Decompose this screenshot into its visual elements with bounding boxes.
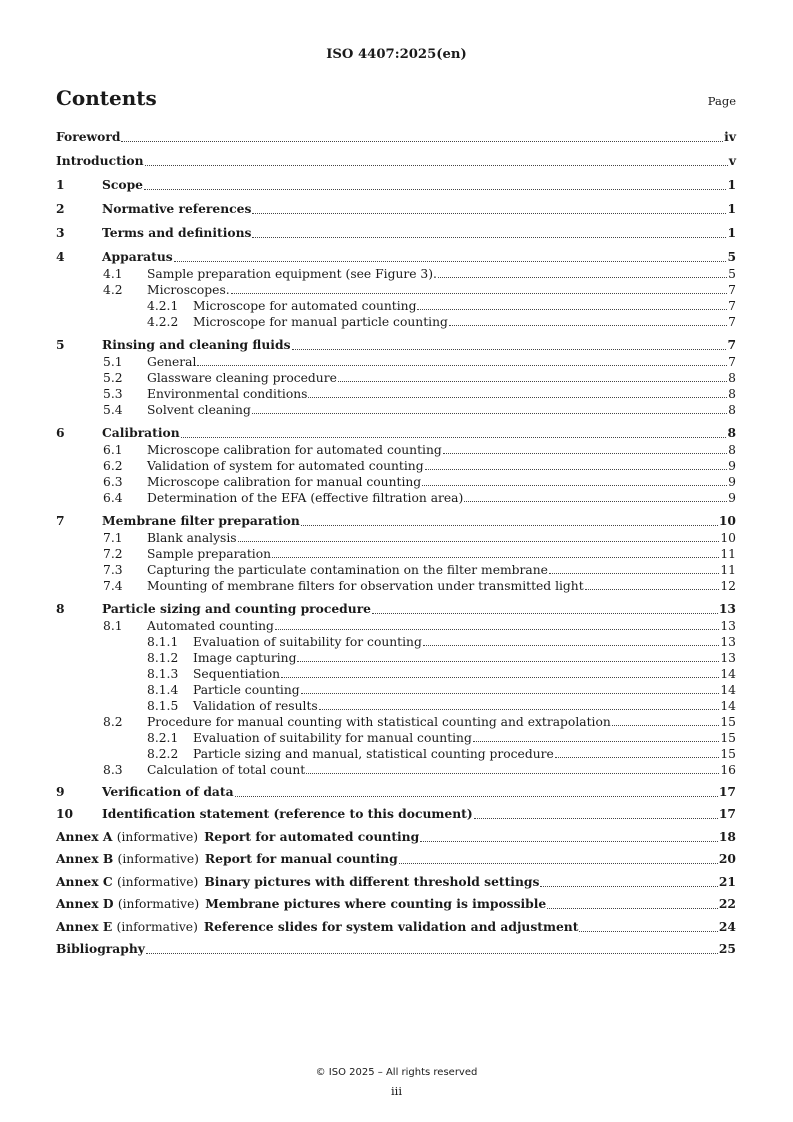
toc-entry-6-4[interactable] [56,490,736,506]
toc-page: 1 [727,177,736,192]
toc-entry-annex-e[interactable] [56,918,736,936]
toc-number: 4.1 [103,267,123,281]
toc-page: 11 [720,547,736,561]
toc-title: Determination of the EFA (effective filtration area) [147,491,464,505]
toc-number: 7.2 [103,547,123,561]
toc-entry-clause-3[interactable] [56,224,736,242]
toc-page: 7 [728,299,736,313]
toc-number: 8.3 [103,763,123,777]
annex-type: (informative) [116,874,199,889]
toc-page: 10 [718,513,736,528]
toc-page: 5 [728,267,736,281]
toc-entry-8-2[interactable] [56,714,736,730]
toc-number: 7 [56,513,65,528]
toc-title: Sample preparation [147,547,272,561]
toc-page: 17 [718,783,736,799]
copyright-notice: © ISO 2025 – All rights reserved [315,1067,478,1078]
toc-page: 15 [720,715,736,729]
toc-entry-5-1[interactable] [56,354,736,370]
toc-entry-clause-4[interactable] [56,248,736,266]
toc-number: 6.2 [103,459,123,473]
toc-page: v [728,153,736,168]
toc-title: Particle counting [193,683,300,697]
toc-number: 6 [56,425,65,440]
toc-page: 13 [720,651,736,665]
toc-entry-clause-5[interactable] [56,336,736,354]
toc-number: 3 [56,225,65,240]
toc-title: Particle sizing and counting procedure [102,601,372,616]
toc-number: 5.3 [103,387,123,401]
toc-entry-annex-a[interactable] [56,828,736,846]
toc-page: 1 [727,201,736,216]
annex-type: (informative) [116,919,198,934]
toc-entry-4-2-1[interactable] [56,298,736,314]
toc-entry-8-1-5[interactable] [56,698,736,714]
toc-page: 1 [727,225,736,240]
toc-title: Calculation of total count [147,763,306,777]
toc-title: Normative references [102,201,252,216]
toc-number: 8.1 [103,619,123,633]
toc-title: Image capturing [193,651,297,665]
toc-entry-annex-c[interactable] [56,873,736,891]
toc-entry-annex-d[interactable] [56,895,736,913]
toc-title: Validation of system for automated counting [147,459,424,473]
toc-entry-clause-6[interactable] [56,424,736,442]
toc-page: 14 [720,699,736,713]
annex-label: Annex A [56,828,113,844]
toc-page: 7 [728,355,736,369]
toc-number: 6.1 [103,443,123,457]
toc-page: 7 [728,283,736,297]
toc-page: 22 [718,896,736,911]
toc-number: 8.2 [103,715,123,729]
annex-type: (informative) [117,852,199,866]
toc-title: Microscope calibration for manual counting [147,475,422,489]
toc-entry-clause-8[interactable] [56,600,736,618]
toc-page: 25 [718,941,736,956]
toc-page: 20 [718,851,736,866]
toc-title: Automated counting [147,619,274,633]
toc-title: Sample preparation equipment (see Figure 3). [147,267,437,281]
toc-number: 8.1.2 [147,651,179,665]
page-number: iii [390,1084,403,1098]
toc-page: 7 [728,315,736,329]
toc-number: 4.2.2 [147,315,179,329]
toc-number: 5.1 [103,355,123,369]
toc-number: 6.4 [103,491,123,505]
toc-title: Mounting of membrane filters for observation under transmitted light [147,579,584,593]
toc-title: Evaluation of suitability for counting [193,635,422,649]
toc-page: 13 [720,619,736,633]
toc-number: 1 [56,177,65,192]
toc-title: Apparatus [102,249,173,264]
toc-number: 8.1.1 [147,635,179,649]
toc-entry-annex-b[interactable] [56,850,736,868]
toc-page: 7 [727,337,736,352]
toc-page: 8 [728,403,736,417]
toc-page: 12 [720,579,736,593]
toc-entry-8-2-1[interactable] [56,730,736,746]
toc-page: 15 [720,747,736,761]
toc-entry-6-2[interactable] [56,458,736,474]
toc-page: 9 [728,459,736,473]
toc-page: 15 [720,731,736,745]
toc-entry-5-3[interactable] [56,386,736,402]
toc-title: Procedure for manual counting with statistical counting and extrapolation [147,715,611,729]
toc-title: Binary pictures with different threshold settings [204,873,540,889]
toc-entry-clause-9[interactable] [56,783,736,801]
toc-number: 8.1.4 [147,683,179,697]
toc-page: 16 [720,763,736,777]
toc-page: 17 [718,806,736,821]
toc-page: 8 [728,371,736,385]
toc-title: Microscope for automated counting [193,299,417,313]
toc-title: General [147,355,197,369]
toc-number: 8.2.1 [147,731,179,745]
toc-title: Bibliography [56,941,145,956]
toc-entry-8-1[interactable] [56,618,736,634]
toc-entry-8-1-1[interactable] [56,634,736,650]
toc-title: Verification of data [102,783,234,799]
toc-page: 18 [718,828,736,844]
toc-entry-foreword[interactable] [56,128,736,146]
toc-entry-8-2-2[interactable] [56,746,736,762]
toc-entry-clause-2[interactable] [56,200,736,218]
toc-title: Introduction [56,153,144,168]
annex-label: Annex B [56,851,114,866]
toc-number: 9 [56,783,65,799]
toc-title: Reference slides for system validation and adjustment [203,918,579,934]
toc-entry-7-4[interactable] [56,578,736,594]
toc-page: iv [724,129,736,144]
toc-title: Membrane pictures where counting is impossible [205,896,547,911]
toc-page: 8 [728,387,736,401]
toc-entry-6-3[interactable] [56,474,736,490]
annex-label: Annex D [56,896,114,911]
toc-number: 7.1 [103,531,123,545]
toc-page: 10 [720,531,736,545]
toc-title: Terms and definitions [102,225,252,240]
toc-title: Blank analysis [147,531,237,545]
toc-title: Particle sizing and manual, statistical counting procedure [193,747,554,761]
toc-number: 8 [56,601,65,616]
toc-entry-clause-10[interactable] [56,805,736,823]
toc-page: 14 [720,683,736,697]
toc-page: 13 [720,635,736,649]
toc-page: 8 [728,443,736,457]
toc-title: Report for manual counting [204,851,398,866]
toc-title: Microscopes. [147,283,230,297]
toc-page: 8 [727,425,736,440]
toc-page: 11 [720,563,736,577]
contents-title-row [56,86,736,110]
toc-title: Microscope calibration for automated counting [147,443,442,457]
annex-type: (informative) [117,897,200,911]
toc-entry-8-1-3[interactable] [56,666,736,682]
toc-title: Scope [102,177,143,192]
toc-page: 5 [727,249,736,264]
toc-entry-8-1-4[interactable] [56,682,736,698]
toc-entry-clause-7[interactable] [56,512,736,530]
toc-page: 24 [718,918,736,934]
toc-page: 21 [718,873,736,889]
toc-title: Capturing the particulate contamination on the filter membrane [147,563,548,577]
toc-title: Membrane filter preparation [102,513,300,528]
toc-number: 8.1.5 [147,699,179,713]
toc-entry-4-2-2[interactable] [56,314,736,330]
toc-title: Foreword [56,129,121,144]
toc-entry-bibliography[interactable] [56,940,736,958]
toc-number: 8.1.3 [147,667,179,681]
toc-entry-7-2[interactable] [56,546,736,562]
toc-entry-5-4[interactable] [56,402,736,418]
toc-title: Report for automated counting [204,828,420,844]
toc-entry-7-3[interactable] [56,562,736,578]
toc-title: Solvent cleaning [147,403,251,417]
annex-label: Annex E [56,918,113,934]
toc-page: 13 [718,601,736,616]
toc-title: Microscope for manual particle counting [193,315,448,329]
toc-title: Identification statement (reference to this document) [102,806,473,821]
toc-number: 7.3 [103,563,123,577]
page-column-label: Page [707,94,736,108]
toc-number: 8.2.2 [147,747,179,761]
toc-entry-4-1[interactable] [56,266,736,282]
toc-page: 9 [728,491,736,505]
toc-number: 2 [56,201,65,216]
toc-title: Calibration [102,425,180,440]
toc-title: Glassware cleaning procedure [147,371,337,385]
toc-number: 5 [56,337,65,352]
toc-number: 7.4 [103,579,123,593]
annex-type: (informative) [116,829,199,844]
annex-label: Annex C [56,873,113,889]
toc-title: Environmental conditions [147,387,308,401]
toc-entry-5-2[interactable] [56,370,736,386]
toc-entry-8-1-2[interactable] [56,650,736,666]
toc-entry-introduction[interactable] [56,152,736,170]
toc-page: 9 [728,475,736,489]
toc-page: 14 [720,667,736,681]
toc-number: 5.2 [103,371,123,385]
table-of-contents [56,128,736,958]
toc-entry-8-3[interactable] [56,762,736,778]
toc-title: Evaluation of suitability for manual counting [193,731,472,745]
toc-entry-4-2[interactable] [56,282,736,298]
document-id-header: ISO 4407:2025(en) [326,47,467,62]
toc-entry-7-1[interactable] [56,530,736,546]
toc-number: 6.3 [103,475,123,489]
toc-entry-6-1[interactable] [56,442,736,458]
toc-title: Validation of results [193,699,318,713]
toc-title: Sequentiation [193,667,281,681]
toc-number: 4.2 [103,283,123,297]
toc-number: 5.4 [103,403,123,417]
toc-number: 4 [56,249,65,264]
toc-number: 4.2.1 [147,299,179,313]
toc-entry-clause-1[interactable] [56,176,736,194]
toc-title: Rinsing and cleaning fluids [102,337,291,352]
toc-number: 10 [56,806,74,821]
contents-title: Contents [56,86,157,110]
